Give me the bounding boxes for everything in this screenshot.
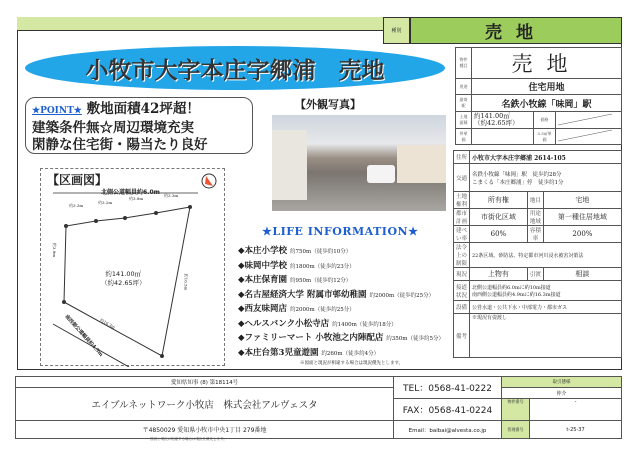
summary-use: 住宅用地 xyxy=(472,79,622,95)
life-info-item: ◆本庄保育園 約950m（徒歩約12分） xyxy=(238,275,352,285)
dimension-label: 約3.3m xyxy=(164,193,179,198)
dimension-label: 約3.3m xyxy=(69,203,84,208)
life-info-title: ★LIFE INFORMATION★ xyxy=(262,225,419,238)
dimension-label: 約3.8m xyxy=(129,196,144,201)
exterior-photo xyxy=(272,115,446,211)
life-note: ※図面と現況が相違する場合は現況優先とします。 xyxy=(300,361,404,366)
summary-table: 物件種目 売地 用途 住宅用地 最寄駅 名鉄小牧線「味岡」駅 土地面積 約141.00㎡ （約42.65坪） 価格 坪単価 3.3㎡単価 xyxy=(455,47,622,145)
company-name: エイブルネットワーク小牧店 株式会社アルヴェスタ xyxy=(16,388,394,421)
details-table: 住所 小牧市大字本庄字郷浦 2614-105 交通 名鉄小牧線「味岡」駅 徒歩約28分 こまくる「本庄郷浦」停 徒歩約1分 土地権利 所有権 地目 宅地 都市計画 市街化区域 用途地域 第一種住居地域 建ぺい率 60% 容積率 200% 法令上の制限 22条区域、砂防法、特定都市河川浸水被害対策法 現況 上物有 引渡 相談 接道状況 北側公道幅員約6.0mに約10m接道 南西側公道幅員約4.9mに約16.3m接道 設備 公営水道・公共下水・中部電力・都市ガス 備考 ※現況有姿渡し xyxy=(453,150,622,358)
disclaimer: 図面と現況が相違する場合は現況を優先します。 xyxy=(150,437,227,441)
traffic: 名鉄小牧線「味岡」駅 徒歩約28分 こまくる「本庄郷浦」停 徒歩約1分 xyxy=(470,164,622,192)
point-tag: ★POINT★ xyxy=(32,106,82,116)
life-info-item: ◆本庄小学校 約750m（徒歩約10分） xyxy=(238,246,352,256)
lot-area: 約141.00㎡ （約42.65坪） xyxy=(101,270,146,287)
page-title: 小牧市大字本庄字郷浦 売地 xyxy=(25,46,445,90)
company-address: 〒4850029 愛知県小牧市中央1丁目 279番地 xyxy=(16,421,394,439)
point-line: 敷地面積42坪超！ xyxy=(86,101,200,117)
sw-road-label: 南西側公道幅員約4.9m xyxy=(63,313,104,358)
road-access: 北側公道幅員約6.0mに約10m接道 南西側公道幅員約4.9mに約16.3m接道 xyxy=(470,281,622,301)
dimension-label: 約16.3m xyxy=(99,317,117,330)
north-road-label: 北側公道幅員約6.0m xyxy=(101,189,160,196)
life-info-item: ◆ヘルスバンク小松寺店 約1400m（徒歩約18分） xyxy=(238,318,397,329)
plan-title: 【区画図】 xyxy=(47,173,108,187)
summary-type: 売地 xyxy=(472,48,622,79)
photo-title: 【外観写真】 xyxy=(295,98,361,111)
life-info-item: ◆名古屋経済大学 附属市邨幼稚園 約2000m（徒歩約25分） xyxy=(238,289,435,300)
dimension-label: 約3.2m xyxy=(98,200,113,205)
point-line: 建築条件無☆周辺環境充実 xyxy=(32,120,194,136)
summary-area: 約141.00㎡ （約42.65坪） xyxy=(472,112,534,129)
phone-number: TEL：0568-41-0222 xyxy=(394,377,502,399)
life-info-item: ◆西友味岡店 約2000m（徒歩約25分） xyxy=(238,304,355,314)
email[interactable]: Email：baibai@alvesta.co.jp xyxy=(394,421,502,439)
fax-number: FAX：0568-41-0224 xyxy=(394,399,502,421)
dimension-label: 約16.5m xyxy=(183,273,189,291)
footer-table: 愛知県知事 (8) 第18114号 TEL：0568-41-0222 取引態様 エイブルネットワーク小牧店 株式会社アルヴェスタ 仲介 FAX：0568-41-0224 物件番号 - 〒4850029 愛知県小牧市中央1丁目 279番地 Email：baibai@alvesta.co.jp 管理番号 t-25-37 xyxy=(15,376,622,439)
point-line: 閑静な住宅街・陽当たり良好 xyxy=(32,137,208,153)
kind-label: 種別 xyxy=(383,17,410,44)
dimension-label: 約3.9m xyxy=(52,242,58,258)
life-info-item: ◆本庄台第3児童遊園 約260m（徒歩約4分） xyxy=(238,347,380,358)
life-info-item: ◆味岡中学校 約1800m（徒歩約23分） xyxy=(238,260,355,271)
address: 小牧市大字本庄字郷浦 2614-105 xyxy=(470,151,622,164)
life-info-item: ◆ファミリーマート 小牧池之内陣配店 約350m（徒歩約5分） xyxy=(238,333,445,343)
license: 愛知県知事 (8) 第18114号 xyxy=(16,377,394,388)
kind-value: 売地 xyxy=(410,17,622,44)
point-box xyxy=(25,97,253,154)
summary-station: 名鉄小牧線「味岡」駅 xyxy=(472,95,622,112)
header-bar xyxy=(17,17,383,31)
lot-plan xyxy=(40,168,225,366)
